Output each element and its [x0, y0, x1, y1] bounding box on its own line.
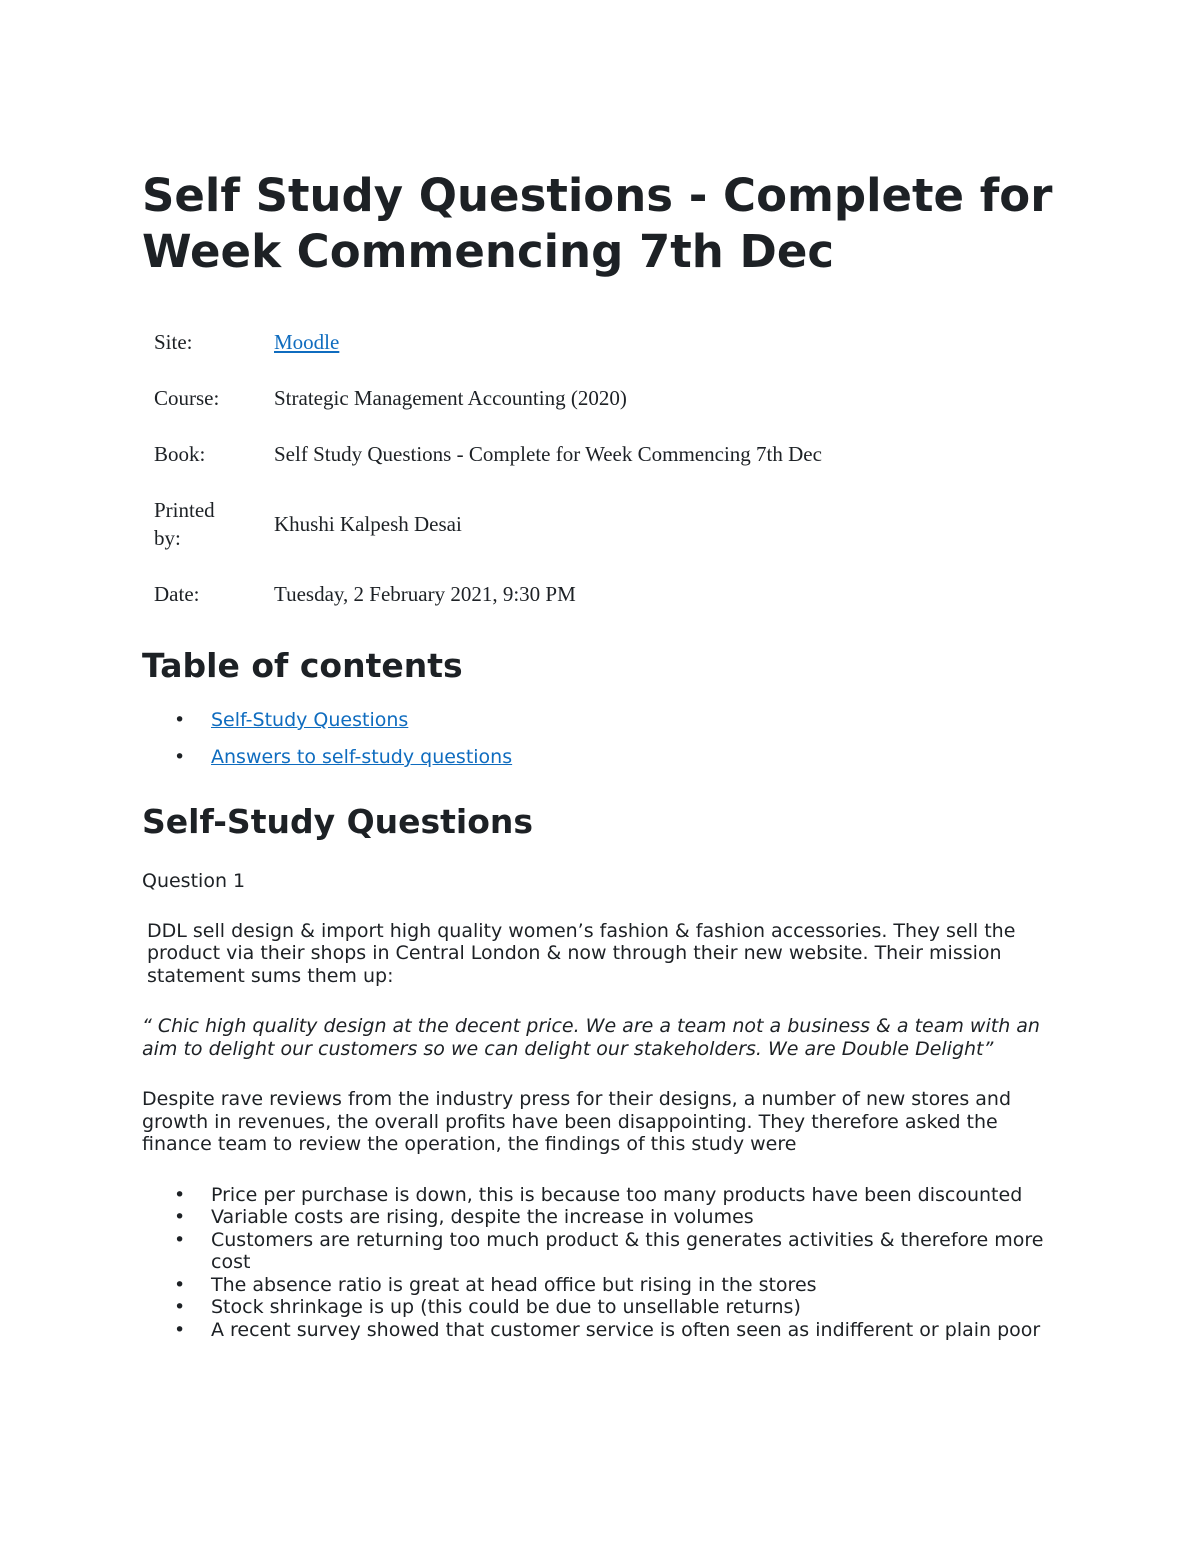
document-page	[142, 168, 1062, 1341]
finding-item	[142, 1184, 1062, 1207]
info-row-course	[142, 370, 822, 426]
question-intro: DDL sell design & import high quality women’s fashion & fashion accessories. They sell the product via their shops in Central London & now through their new website. Their mission statement sums them up:	[147, 919, 1016, 987]
bullet-icon: •	[174, 1318, 186, 1341]
finding-text: Variable costs are rising, despite the increase in volumes	[211, 1206, 754, 1228]
bullet-icon: •	[174, 1206, 186, 1228]
toc-link-answers[interactable]: Answers to self-study questions	[211, 746, 513, 768]
bullet-icon: •	[174, 746, 186, 768]
bullet-icon: •	[174, 1296, 186, 1318]
finding-text: Price per purchase is down, this is because too many products have been discounted	[211, 1183, 1023, 1206]
book-value: Self Study Questions - Complete for Week Commencing 7th Dec	[274, 441, 822, 466]
findings-intro: Despite rave reviews from the industry press for their designs, a number of new stores and growth in revenues, the overall profits have been disappointing. They therefore asked the finance team to review the operation, the findings of this study were	[142, 1088, 1012, 1155]
finding-item	[142, 1319, 1062, 1342]
toc-item	[142, 702, 1062, 739]
section-heading: Self-Study Questions	[142, 802, 534, 841]
finding-item	[142, 1229, 1062, 1274]
section-body	[142, 870, 1062, 1341]
toc-list	[142, 702, 1062, 776]
findings-list	[142, 1184, 1062, 1342]
toc-heading: Table of contents	[142, 646, 463, 685]
question-label: Question 1	[142, 870, 246, 892]
info-row-printed-by	[142, 482, 822, 566]
toc-link-self-study[interactable]: Self-Study Questions	[211, 709, 409, 731]
finding-item	[142, 1296, 1062, 1319]
finding-text: A recent survey showed that customer service is often seen as indifferent or plain poor	[211, 1318, 1041, 1341]
info-row-site	[142, 314, 822, 370]
book-info-table	[142, 314, 822, 622]
finding-text: Stock shrinkage is up (this could be due to unsellable returns)	[211, 1296, 801, 1318]
toc-item	[142, 739, 1062, 776]
bullet-icon: •	[174, 1183, 186, 1206]
printed-by-value: Khushi Kalpesh Desai	[274, 511, 462, 536]
date-value: Tuesday, 2 February 2021, 9:30 PM	[274, 581, 576, 606]
mission-quote: “ Chic high quality design at the decent price. We are a team not a business & a team with an aim to delight our customers so we can delight our stakeholders. We are Double Delight”	[142, 1015, 1040, 1060]
site-label: Site:	[154, 329, 193, 354]
course-label: Course:	[154, 385, 220, 410]
printed-by-label: Printed by:	[154, 498, 215, 550]
bullet-icon: •	[174, 709, 186, 731]
finding-item	[142, 1206, 1062, 1229]
info-row-book	[142, 426, 822, 482]
finding-item	[142, 1274, 1062, 1297]
finding-text: Customers are returning too much product & this generates activities & therefore more cost	[211, 1228, 1044, 1273]
site-value	[274, 314, 822, 370]
page-title: Self Study Questions - Complete for Week Commencing 7th Dec	[142, 169, 1053, 278]
site-link[interactable]: Moodle	[274, 329, 340, 354]
printed-by-label-cell	[142, 482, 274, 566]
bullet-icon: •	[174, 1273, 186, 1296]
date-label: Date:	[154, 581, 200, 606]
bullet-icon: •	[174, 1228, 186, 1251]
course-value: Strategic Management Accounting (2020)	[274, 385, 627, 410]
book-label: Book:	[154, 441, 206, 466]
finding-text: The absence ratio is great at head office but rising in the stores	[211, 1273, 817, 1296]
info-row-date	[142, 566, 822, 622]
